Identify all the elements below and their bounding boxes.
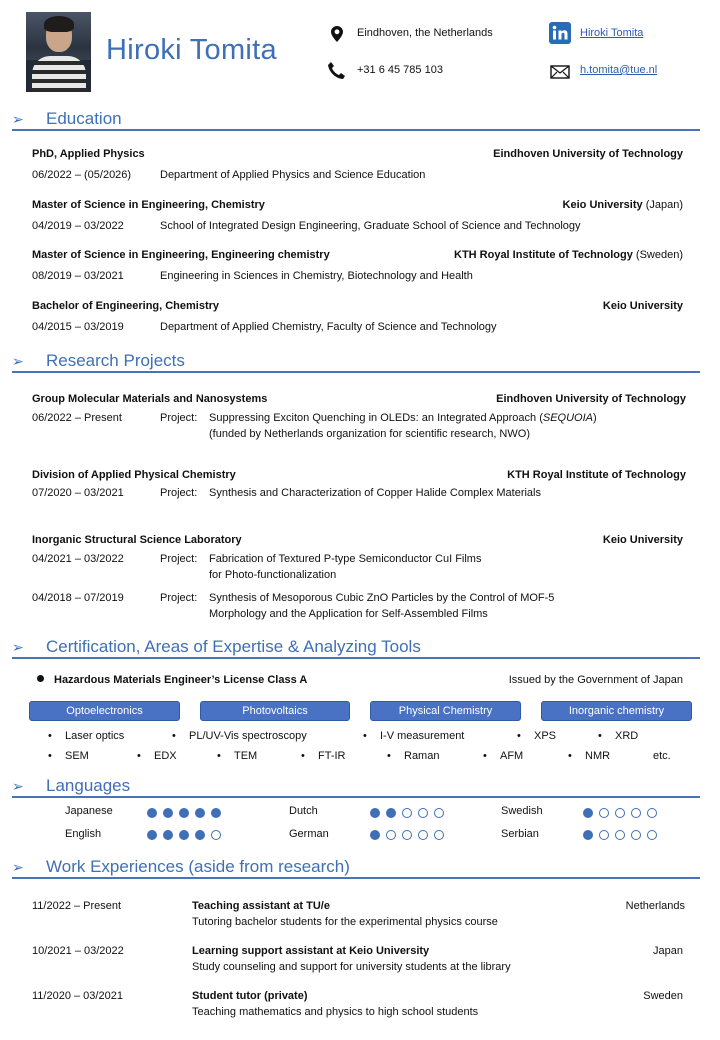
level-dot-filled — [179, 830, 189, 840]
work-country: Netherlands — [625, 900, 685, 912]
work-dates: 11/2022 – Present — [32, 900, 122, 912]
tool-item: • TEM — [234, 750, 257, 762]
arrow-bullet-icon: ➢ — [12, 859, 24, 875]
edu-dept: Department of Applied Physics and Science Education — [160, 169, 426, 181]
arrow-bullet-icon: ➢ — [12, 353, 24, 369]
project-label: Project: — [160, 592, 198, 604]
work-country: Sweden — [643, 990, 683, 1002]
linkedin-link[interactable]: Hiroki Tomita — [580, 27, 644, 39]
level-dot-filled — [195, 808, 205, 818]
level-dot-empty — [647, 830, 657, 840]
language-level — [583, 830, 657, 840]
edu-dept: Department of Applied Chemistry, Faculty of Science and Technology — [160, 321, 497, 333]
edu-degree: PhD, Applied Physics — [32, 148, 145, 160]
language-level — [370, 808, 444, 818]
edu-dept: School of Integrated Design Engineering, Graduate School of Science and Technology — [160, 220, 581, 232]
email-link[interactable]: h.tomita@tue.nl — [580, 64, 658, 76]
language-level — [370, 830, 444, 840]
tools-etc: etc. — [653, 750, 671, 762]
tool-item: • AFM — [500, 750, 523, 762]
level-dot-filled — [195, 830, 205, 840]
edu-degree: Bachelor of Engineering, Chemistry — [32, 300, 220, 312]
person-name: Hiroki Tomita — [106, 34, 277, 66]
tool-item: • XPS — [534, 730, 556, 742]
section-education: ➢ Education — [12, 109, 700, 131]
level-dot-empty — [599, 808, 609, 818]
project-subtitle: Morphology and the Application for Self-Assembled Films — [209, 608, 488, 620]
project-dates: 04/2021 – 03/2022 — [32, 553, 124, 565]
area-pill: Physical Chemistry — [370, 701, 521, 721]
edu-school: Keio University (Japan) — [562, 199, 683, 211]
research-school: Keio University — [602, 534, 683, 546]
bullet-icon — [37, 675, 44, 682]
location-text: Eindhoven, the Netherlands — [357, 27, 493, 39]
edu-degree: Master of Science in Engineering, Chemistry — [32, 199, 265, 211]
level-dot-empty — [418, 808, 428, 818]
research-school: KTH Royal Institute of Technology — [507, 469, 686, 481]
level-dot-empty — [647, 808, 657, 818]
language-level — [147, 808, 221, 818]
work-country: Japan — [653, 945, 683, 957]
research-school: Eindhoven University of Technology — [496, 393, 686, 405]
section-certification: ➢ Certification, Areas of Expertise & Analyzing Tools — [12, 637, 700, 659]
level-dot-filled — [583, 830, 593, 840]
arrow-bullet-icon: ➢ — [12, 111, 24, 127]
tool-item: • Raman — [404, 750, 439, 762]
tool-item: • I-V measurement — [380, 730, 464, 742]
research-group: Division of Applied Physical Chemistry — [32, 469, 236, 481]
language-level — [147, 830, 221, 840]
area-pill: Optoelectronics — [29, 701, 180, 721]
level-dot-filled — [583, 808, 593, 818]
language-name: Dutch — [289, 805, 318, 817]
tool-item: • PL/UV-Vis spectroscopy — [189, 730, 307, 742]
edu-dept: Engineering in Sciences in Chemistry, Biotechnology and Health — [160, 270, 473, 282]
level-dot-empty — [434, 808, 444, 818]
project-title: Synthesis of Mesoporous Cubic ZnO Particles by the Control of MOF-5 — [209, 592, 555, 604]
profile-photo — [26, 12, 91, 92]
level-dot-empty — [402, 830, 412, 840]
license-name: Hazardous Materials Engineer’s License Class A — [54, 674, 308, 686]
tool-item: • Laser optics — [65, 730, 124, 742]
linkedin-icon — [549, 22, 571, 44]
work-desc: Teaching mathematics and physics to high school students — [192, 1006, 479, 1018]
section-languages: ➢ Languages — [12, 776, 700, 798]
project-label: Project: — [160, 412, 198, 424]
language-name: Swedish — [501, 805, 543, 817]
work-title: Student tutor (private) — [192, 990, 308, 1002]
level-dot-empty — [615, 808, 625, 818]
work-desc: Study counseling and support for university students at the library — [192, 961, 511, 973]
work-dates: 10/2021 – 03/2022 — [32, 945, 124, 957]
edu-school: Eindhoven University of Technology — [493, 148, 683, 160]
research-group: Inorganic Structural Science Laboratory — [32, 534, 242, 546]
tool-item: • XRD — [615, 730, 638, 742]
level-dot-filled — [179, 808, 189, 818]
edu-school: KTH Royal Institute of Technology (Sweden) — [454, 249, 683, 261]
level-dot-empty — [386, 830, 396, 840]
level-dot-empty — [211, 830, 221, 840]
edu-dates: 04/2015 – 03/2019 — [32, 321, 124, 333]
project-label: Project: — [160, 487, 198, 499]
level-dot-filled — [147, 808, 157, 818]
level-dot-empty — [434, 830, 444, 840]
section-research: ➢ Research Projects — [12, 351, 700, 373]
level-dot-empty — [631, 830, 641, 840]
level-dot-filled — [370, 830, 380, 840]
license-issuer: Issued by the Government of Japan — [508, 674, 683, 686]
level-dot-empty — [418, 830, 428, 840]
edu-dates: 04/2019 – 03/2022 — [32, 220, 124, 232]
project-subtitle: (funded by Netherlands organization for scientific research, NWO) — [209, 428, 530, 440]
level-dot-filled — [211, 808, 221, 818]
phone-icon — [327, 61, 347, 81]
work-desc: Tutoring bachelor students for the experimental physics course — [192, 916, 498, 928]
language-name: Serbian — [501, 828, 539, 840]
email-icon — [550, 65, 570, 79]
language-name: English — [65, 828, 102, 840]
edu-dates: 06/2022 – (05/2026) — [32, 169, 132, 181]
arrow-bullet-icon: ➢ — [12, 778, 24, 794]
project-dates: 07/2020 – 03/2021 — [32, 487, 124, 499]
level-dot-empty — [631, 808, 641, 818]
tool-item: • FT-IR — [318, 750, 346, 762]
arrow-bullet-icon: ➢ — [12, 639, 24, 655]
level-dot-filled — [163, 808, 173, 818]
level-dot-empty — [402, 808, 412, 818]
work-title: Teaching assistant at TU/e — [192, 900, 330, 912]
edu-degree: Master of Science in Engineering, Engineering chemistry — [32, 249, 330, 261]
section-work: ➢ Work Experiences (aside from research) — [12, 857, 700, 879]
tool-item: • NMR — [585, 750, 610, 762]
level-dot-empty — [615, 830, 625, 840]
project-label: Project: — [160, 553, 198, 565]
project-dates: 04/2018 – 07/2019 — [32, 592, 124, 604]
project-subtitle: for Photo-functionalization — [209, 569, 337, 581]
project-title: Suppressing Exciton Quenching in OLEDs: an Integrated Approach (SEQUOIA) — [209, 412, 597, 424]
language-level — [583, 808, 657, 818]
research-group: Group Molecular Materials and Nanosystems — [32, 393, 268, 405]
language-name: Japanese — [65, 805, 113, 817]
edu-dates: 08/2019 – 03/2021 — [32, 270, 124, 282]
project-title: Synthesis and Characterization of Copper Halide Complex Materials — [209, 487, 541, 499]
level-dot-filled — [386, 808, 396, 818]
area-pill: Photovoltaics — [200, 701, 350, 721]
level-dot-filled — [147, 830, 157, 840]
phone-text: +31 6 45 785 103 — [357, 64, 443, 76]
work-dates: 11/2020 – 03/2021 — [32, 990, 123, 1002]
language-name: German — [289, 828, 329, 840]
level-dot-filled — [163, 830, 173, 840]
project-title: Fabrication of Textured P-type Semiconductor CuI Films — [209, 553, 482, 565]
level-dot-filled — [370, 808, 380, 818]
work-title: Learning support assistant at Keio University — [192, 945, 430, 957]
tool-item: • EDX — [154, 750, 177, 762]
location-pin-icon — [331, 26, 343, 42]
tool-item: • SEM — [65, 750, 89, 762]
edu-school: Keio University — [602, 300, 683, 312]
project-dates: 06/2022 – Present — [32, 412, 122, 424]
level-dot-empty — [599, 830, 609, 840]
area-pill: Inorganic chemistry — [541, 701, 692, 721]
